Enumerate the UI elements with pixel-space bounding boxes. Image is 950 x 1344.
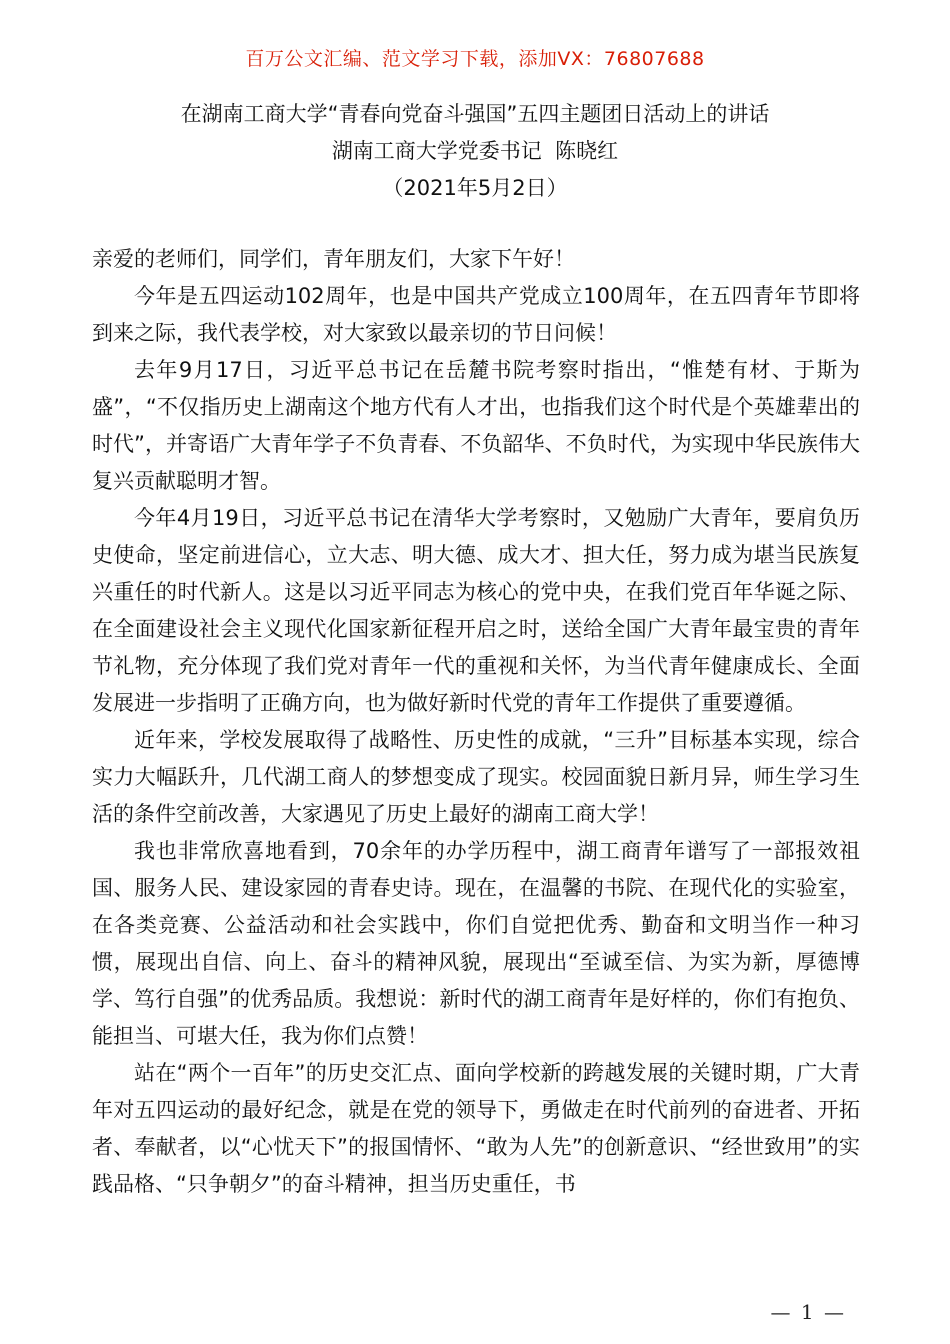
paragraph: 我也非常欣喜地看到，70余年的办学历程中，湖工商青年谱写了一部报效祖国、服务人民、建设家园的青春史诗。现在，在温馨的书院、在现代化的实验室，在各类竞赛、公益活动和社会实践中，你们自觉把优秀、勤奋和文明当作一种习惯，展现出自信、向上、奋斗的精神风貌，展现出“至诚至信、为实为新，厚德博学、笃行自强”的优秀品质。我想说：新时代的湖工商青年是好样的，你们有抱负、能担当、可堪大任，我为你们点赞！ xyxy=(92,839,860,1048)
title-block xyxy=(0,96,950,207)
paragraph: 今年4月19日，习近平总书记在清华大学考察时，又勉励广大青年，要肩负历史使命，坚定前进信心，立大志、明大德、成大才、担大任，努力成为堪当民族复兴重任的时代新人。这是以习近平同志为核心的党中央，在我们党百年华诞之际、在全面建设社会主义现代化国家新征程开启之时，送给全国广大青年最宝贵的青年节礼物，充分体现了我们党对青年一代的重视和关怀，为当代青年健康成长、全面发展进一步指明了正确方向，也为做好新时代党的青年工作提供了重要遵循。 xyxy=(92,506,860,715)
paragraph: 近年来，学校发展取得了战略性、历史性的成就，“三升”目标基本实现，综合实力大幅跃升，几代湖工商人的梦想变成了现实。校园面貌日新月异，师生学习生活的条件空前改善，大家遇见了历史上最好的湖南工商大学！ xyxy=(92,728,860,826)
paragraph: 今年是五四运动102周年，也是中国共产党成立100周年，在五四青年节即将到来之际，我代表学校，对大家致以最亲切的节日问候！ xyxy=(92,284,860,345)
speech-body xyxy=(92,241,860,1203)
speech-date: （2021年5月2日） xyxy=(382,176,568,200)
watermark-text: 百万公文汇编、范文学习下载，添加VX：76807688 xyxy=(245,48,705,70)
speech-author: 湖南工商大学党委书记 陈晓红 xyxy=(331,139,619,163)
page-number: — 1 — xyxy=(770,1300,846,1324)
paragraph: 站在“两个一百年”的历史交汇点、面向学校新的跨越发展的关键时期，广大青年对五四运动的最好纪念，就是在党的领导下，勇做走在时代前列的奋进者、开拓者、奉献者，以“心忧天下”的报国情怀、“敢为人先”的创新意识、“经世致用”的实践品格、“只争朝夕”的奋斗精神，担当历史重任，书 xyxy=(92,1061,860,1196)
paragraph: 去年9月17日，习近平总书记在岳麓书院考察时指出，“惟楚有材、于斯为盛”，“不仅指历史上湖南这个地方代有人才出，也指我们这个时代是个英雄辈出的时代”，并寄语广大青年学子不负青春、不负韶华、不负时代，为实现中华民族伟大复兴贡献聪明才智。 xyxy=(92,358,860,493)
speech-title: 在湖南工商大学“青春向党奋斗强国”五四主题团日活动上的讲话 xyxy=(180,102,770,126)
salutation: 亲爱的老师们，同学们，青年朋友们，大家下午好！ xyxy=(92,247,575,271)
